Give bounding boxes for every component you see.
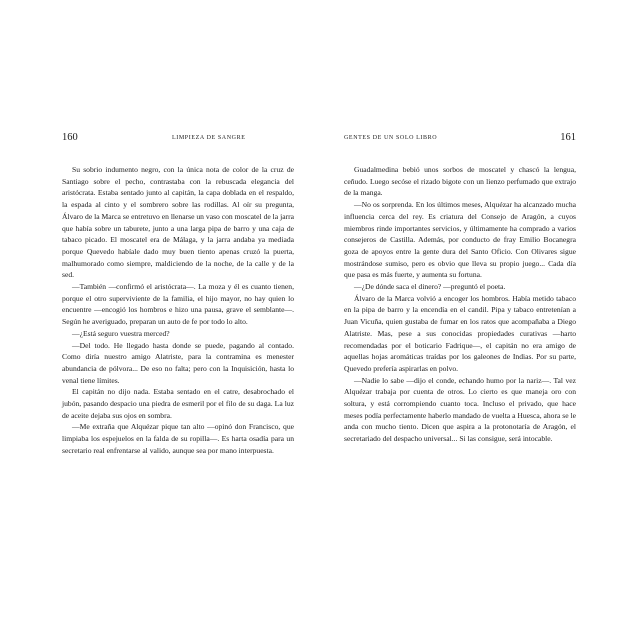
left-page-number: 160 bbox=[62, 132, 78, 143]
paragraph: —¿Está seguro vuestra merced? bbox=[72, 328, 170, 338]
left-running-head bbox=[62, 132, 294, 146]
paragraph: —Del todo. He llegado hasta donde se puede, pagando al contado. Como diría nuestro amigo Alatriste, para la contramina es menester abundancia de pólvora... De eso no falta; pero con la Inquisición, hasta lo venal tiene límites. bbox=[62, 340, 294, 385]
paragraph: —Me extraña que Alquézar pique tan alto —opinó don Francisco, que limpiaba los espejuelos en la falda de su ropilla—. Es harta osadía para un secretario real enfrentarse al valido, aunque sea por mano interpuesta. bbox=[62, 422, 294, 455]
paragraph: —También —confirmó el aristócrata—. La moza y él es cuanto tienen, porque el otro superviviente de la familia, el hijo mayor, no hay quien lo encuentre —encogió los hombros e hizo una pausa, grave el semblante—. Según he averiguado, preparan un auto de fe por todo lo alto. bbox=[62, 282, 294, 327]
right-page-number: 161 bbox=[560, 132, 576, 143]
right-page bbox=[344, 132, 576, 445]
left-page bbox=[62, 132, 294, 457]
paragraph: —No os sorprenda. En los últimos meses, Alquézar ha alcanzado mucha influencia cerca del rey. Es criatura del Consejo de Aragón, a cuyos miembros rinde importantes servicios, y últimamente ha comprado a varios consejeros de Castilla. Además, por conducto de fray Emilio Bocanegra goza de apoyos entre la gente dura del Santo Oficio. Con Olivares sigue mostrándose sumiso, pero es obvio que lleva su propio juego... Cada día que pasa es más fuerte, y aumenta su fortuna. bbox=[344, 200, 576, 280]
paragraph: —Nadie lo sabe —dijo el conde, echando humo por la nariz—. Tal vez Alquézar trabaja por cuenta de otros. Lo cierto es que maneja oro con soltura, y está corrompiendo cuanto toca. Incluso el privado, que hace meses podía perfectamente haberlo mandado de vuelta a Huesca, ahora se le anda con mucho tiento. Dicen que aspira a la protonotaría de Aragón, el secretariado del despacho universal... Si las consigue, será intocable. bbox=[344, 375, 576, 444]
right-running-head bbox=[344, 132, 576, 146]
paragraph: Guadalmedina bebió unos sorbos de moscatel y chascó la lengua, ceñudo. Luego secóse el rizado bigote con un lienzo perfumado que extrajo de la manga. bbox=[344, 165, 576, 198]
right-body-text bbox=[344, 164, 576, 445]
left-running-title: LIMPIEZA DE SANGRE bbox=[172, 135, 246, 141]
paragraph: El capitán no dijo nada. Estaba sentado en el catre, desabrochado el jubón, pasando despacio una piedra de esmeril por el filo de su daga. La luz de aceite dejaba sus ojos en sombra. bbox=[62, 387, 294, 420]
paragraph: —¿De dónde saca el dinero? —preguntó el poeta. bbox=[354, 282, 506, 292]
paragraph: Álvaro de la Marca volvió a encoger los hombros. Había metido tabaco en la pipa de barro y la encendía en el candil. Pipa y tabaco entretenían a Juan Vicuña, quien gustaba de fumar en los ratos que acompañaba a Diego Alatriste. Mas, pese a sus conocidas propiedades curativas —harto recomendadas por el boticario Fadrique—, el capitán no era amigo de aquellas hojas aromáticas traídas por los galeones de Indias. Por su parte, Quevedo prefería aspirarlas en polvo. bbox=[344, 293, 576, 373]
left-body-text bbox=[62, 164, 294, 457]
right-running-title: GENTES DE UN SOLO LIBRO bbox=[344, 135, 438, 141]
paragraph: Su sobrio indumento negro, con la única nota de color de la cruz de Santiago sobre el pecho, contrastaba con la rebuscada elegancia del aristócrata. Estaba sentado junto al capitán, la capa doblada en el respaldo, la espada al cinto y el sombrero sobre las rodillas. Al oír su pregunta, Álvaro de la Marca se entretuvo en llenarse un vaso con moscatel de la jarra que había sobre un taburete, junto a una larga pipa de barro y una caja de tabaco picado. El moscatel era de Málaga, y la jarra andaba ya mediada porque Quevedo habíale dado muy buen tiento apenas cruzó la puerta, malhumorado como siempre, maldiciendo de la noche, de la calle y de la sed. bbox=[62, 165, 294, 280]
